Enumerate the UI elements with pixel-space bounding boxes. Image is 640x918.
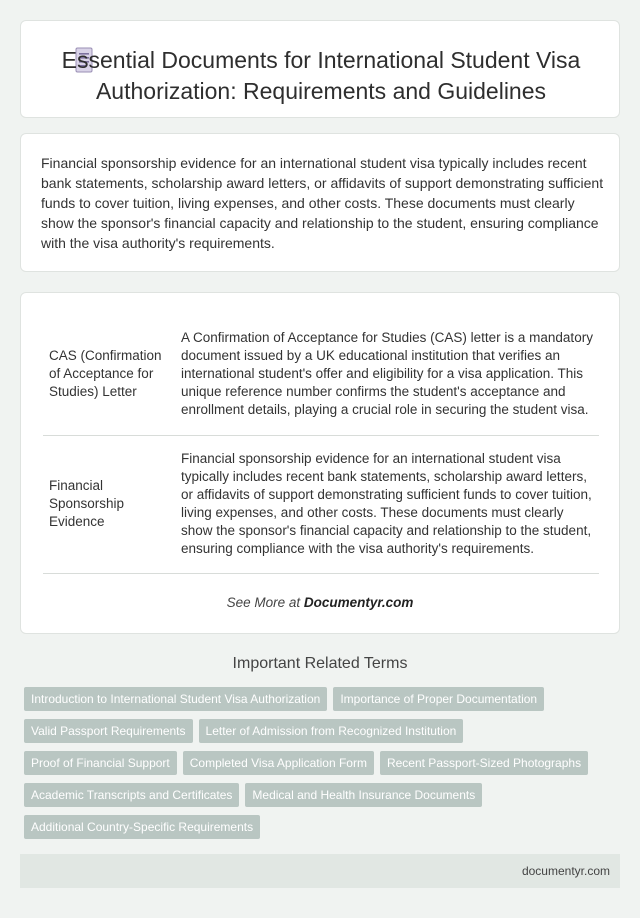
footer [20, 854, 620, 888]
related-term-tag[interactable]: Introduction to International Student Visa Authorization [24, 687, 327, 711]
related-term-tag[interactable]: Letter of Admission from Recognized Institution [199, 719, 464, 743]
table-row [43, 435, 599, 573]
related-term-tag[interactable]: Additional Country-Specific Requirements [24, 815, 260, 839]
related-terms-list [24, 687, 620, 839]
related-term-tag[interactable]: Importance of Proper Documentation [333, 687, 544, 711]
documents-table [43, 313, 599, 574]
see-more-site[interactable]: Documentyr.com [303, 595, 414, 610]
page-title: Essential Documents for International Student Visa Authorization: Requirements and Guidelines [61, 47, 581, 104]
description-cell: A Confirmation of Acceptance for Studies (CAS) letter is a mandatory document issued by a UK educational institution that verifies an international student's offer and eligibility for a visa application. This unique reference number confirms the student's acceptance and enrollment details, playing a crucial role in securing the student visa. [175, 313, 599, 435]
related-term-tag[interactable]: Proof of Financial Support [24, 751, 177, 775]
description-cell: Financial sponsorship evidence for an international student visa typically includes recent bank statements, scholarship award letters, or affidavits of support demonstrating sufficient funds to cover tuition, living expenses, and other costs. These documents must clearly show the sponsor's financial capacity and relationship to the student, ensuring compliance with the visa authority's requirements. [175, 435, 599, 573]
title-card [20, 20, 620, 118]
summary-text: Financial sponsorship evidence for an international student visa typically includes recent bank statements, scholarship award letters, or affidavits of support demonstrating sufficient funds to cover tuition, living expenses, and other costs. These documents must clearly show the sponsor's financial capacity and relationship to the student, ensuring compliance with the visa authority's requirements. [41, 155, 604, 251]
term-cell: Financial Sponsorship Evidence [43, 435, 175, 573]
related-term-tag[interactable]: Academic Transcripts and Certificates [24, 783, 239, 807]
related-term-tag[interactable]: Medical and Health Insurance Documents [245, 783, 482, 807]
see-more-prefix: See More at [226, 595, 301, 610]
related-term-tag[interactable]: Recent Passport-Sized Photographs [380, 751, 588, 775]
related-term-tag[interactable]: Completed Visa Application Form [183, 751, 374, 775]
term-cell: CAS (Confirmation of Acceptance for Studies) Letter [43, 313, 175, 435]
documents-table-card [20, 292, 620, 634]
related-terms-heading: Important Related Terms [232, 655, 408, 672]
summary-card [20, 133, 620, 272]
related-term-tag[interactable]: Valid Passport Requirements [24, 719, 193, 743]
table-row [43, 313, 599, 435]
see-more-link[interactable] [21, 595, 619, 610]
footer-site-link[interactable]: documentyr.com [521, 864, 610, 878]
